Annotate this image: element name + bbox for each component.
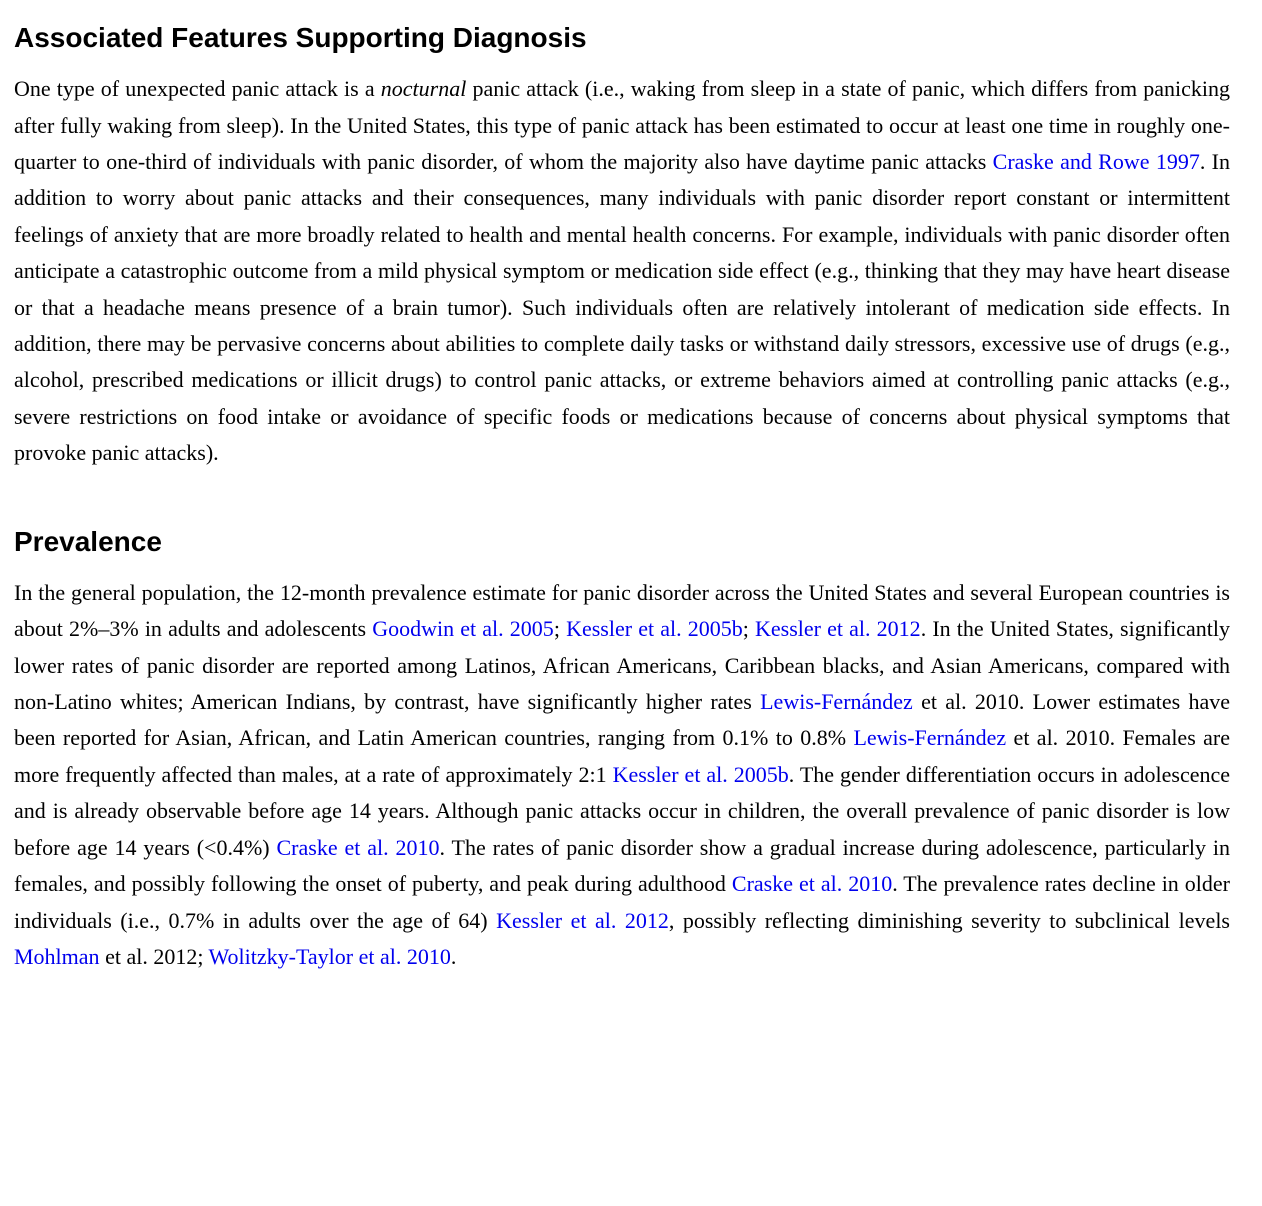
body-text: , possibly reflecting diminishing severity to subclinical levels — [668, 907, 1230, 933]
citation-link[interactable]: Kessler et al. 2012 — [496, 907, 669, 933]
body-text: ; — [553, 616, 567, 642]
citation-link[interactable]: Kessler et al. 2005b — [566, 616, 743, 642]
section-associated-features — [14, 22, 1230, 472]
citation-link[interactable]: Wolitzky-Taylor et al. 2010 — [208, 943, 451, 969]
section-prevalence — [14, 526, 1230, 976]
body-text: . — [450, 943, 457, 969]
body-text: . The rates of panic disorder show a gradual increase during adolescence, particularly in females, and possibly following the onset of puberty, and peak during adulthood — [14, 834, 1230, 897]
body-text: et al. 2012; — [99, 943, 209, 969]
citation-link[interactable]: Craske et al. 2010 — [276, 834, 440, 860]
body-text: et al. 2010. Lower estimates have been reported for Asian, African, and Latin American countries, ranging from 0.1% to 0.8% — [14, 689, 1230, 751]
body-text: One type of unexpected panic attack is a — [14, 76, 381, 102]
citation-link[interactable]: Lewis-Fernández — [853, 725, 1007, 751]
section-heading-associated-features: Associated Features Supporting Diagnosis — [14, 22, 587, 53]
paragraph-prevalence — [14, 575, 1230, 975]
citation-link[interactable]: Kessler et al. 2012 — [755, 616, 921, 642]
body-text: et al. 2010. Females are more frequently affected than males, at a rate of approximately 2:1 — [14, 725, 1230, 787]
body-text: . In the United States, significantly lower rates of panic disorder are reported among Latinos, African Americans, Caribbean blacks, and Asian Americans, compared with non-Latino whites; American Indians, by contrast, have significantly higher rates — [14, 616, 1231, 715]
body-text: . The gender differentiation occurs in adolescence and is already observable before age 14 years. Although panic attacks occur in children, the overall prevalence of panic disorder is low before age 14 years (<0.4%) — [14, 761, 1231, 860]
body-text: panic attack (i.e., waking from sleep in a state of panic, which differs from panicking after fully waking from sleep). In the United States, this type of panic attack has been estimated to occur at least one time in roughly one-quarter to one-third of individuals with panic disorder, of whom the majority also have daytime panic attacks — [14, 76, 1231, 174]
paragraph-associated-features — [14, 71, 1230, 471]
citation-link[interactable]: Mohlman — [14, 943, 100, 969]
citation-link[interactable]: Craske et al. 2010 — [731, 871, 893, 897]
citation-link[interactable]: Lewis-Fernández — [760, 689, 913, 715]
italic-text: nocturnal — [380, 76, 467, 102]
body-text: In the general population, the 12-month prevalence estimate for panic disorder across the United States and several European countries is about 2%–3% in adults and adolescents — [14, 579, 1230, 642]
body-text: . In addition to worry about panic attacks and their consequences, many individuals with panic disorder report constant or intermittent feelings of anxiety that are more broadly related to health and mental health concerns. For example, individuals with panic disorder often anticipate a catastrophic outcome from a mild physical symptom or medication side effect (e.g., thinking that they may have heart disease or that a headache means presence of a brain tumor). Such individuals often are relatively intolerant of medication side effects. In addition, there may be pervasive concerns about abilities to complete daily tasks or withstand daily stressors, excessive use of drugs (e.g., alcohol, prescribed medications or illicit drugs) to control panic attacks, or extreme behaviors aimed at controlling panic attacks (e.g., severe restrictions on food intake or avoidance of specific foods or medications because of concerns about physical symptoms that provoke panic attacks). — [14, 149, 1231, 466]
citation-link[interactable]: Goodwin et al. 2005 — [372, 616, 554, 642]
body-text: . The prevalence rates decline in older individuals (i.e., 0.7% in adults over the age of 64) — [14, 871, 1230, 933]
body-text: ; — [742, 616, 756, 642]
citation-link[interactable]: Craske and Rowe 1997 — [992, 149, 1200, 174]
section-heading-prevalence: Prevalence — [14, 525, 162, 557]
citation-link[interactable]: Kessler et al. 2005b — [612, 761, 789, 787]
